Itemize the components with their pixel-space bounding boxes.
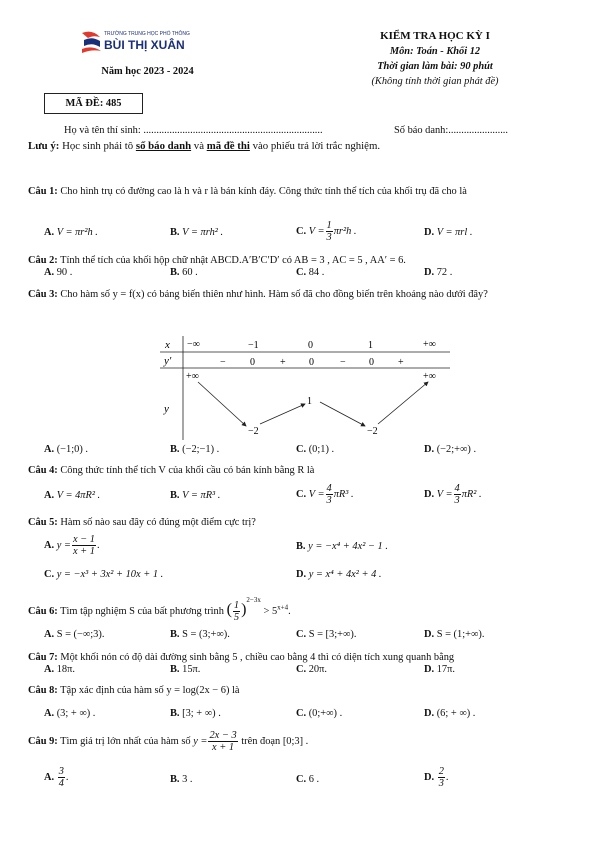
q9-option-d[interactable]: D. $\frac{2}{3}$ . bbox=[424, 766, 449, 789]
q5-option-a[interactable]: A. y = $\frac{x - 1}{x + 1}$ . bbox=[44, 534, 100, 557]
q7-option-a[interactable]: A. 18π. bbox=[44, 664, 75, 675]
x-val-3: 1 bbox=[368, 340, 373, 351]
q3-option-d[interactable]: D. (−2;+∞) . bbox=[424, 444, 477, 455]
q7-option-b[interactable]: B. 15π. bbox=[170, 664, 201, 675]
q2-option-b[interactable]: B. 60 . bbox=[170, 267, 198, 278]
y-val-3: −2 bbox=[367, 426, 378, 437]
table-x-label: x bbox=[165, 339, 170, 351]
exam-time-note: (Không tính thời gian phát đề) bbox=[371, 76, 499, 87]
note-text-d: mã đề thi bbox=[206, 140, 250, 152]
question-4: Câu 4: Công thức tính thể tích V của khối cầu có bán kính bằng R là bbox=[28, 465, 315, 476]
table-yprime-label: y′ bbox=[164, 355, 172, 367]
question-2: Câu 2: Tính thể tích của khối hộp chữ nhật ABCD.A′B′C′D′ có AB = 3 , AC = 5 , AA′ = 6. bbox=[28, 255, 406, 266]
question-label: Câu 1: bbox=[28, 186, 58, 197]
q4-option-a[interactable]: A. V = 4πR² . bbox=[44, 490, 101, 501]
q7-option-d[interactable]: D. 17π. bbox=[424, 664, 455, 675]
q9-option-c[interactable]: C. 6 . bbox=[296, 774, 320, 785]
y-val-1: −2 bbox=[248, 426, 259, 437]
note-text-c: và bbox=[193, 140, 204, 152]
note-text-b: số báo danh bbox=[135, 140, 192, 152]
q6-option-a[interactable]: A. S = (−∞;3). bbox=[44, 629, 105, 640]
q1-option-c[interactable]: C. V = $\frac{1}{3}$ πr²h . bbox=[296, 220, 357, 243]
exam-subject: Môn: Toán - Khối 12 bbox=[389, 46, 481, 57]
exam-title: KIỂM TRA HỌC KỲ I bbox=[380, 30, 490, 42]
question-text: Cho hình trụ có đường cao là h và r là bán kính đáy. Công thức tính thể tích của khối trụ đã cho là bbox=[60, 186, 467, 197]
question-7: Câu 7: Một khối nón có độ dài đường sinh bằng 5 , chiều cao bằng 4 thì có diện tích xung quanh bằng bbox=[28, 652, 455, 663]
q1-option-b[interactable]: B. V = πrh² . bbox=[170, 227, 224, 238]
school-small-label: TRƯỜNG TRUNG HỌC PHỔ THÔNG bbox=[104, 31, 190, 37]
q1-option-a[interactable]: A. V = πr²h . bbox=[44, 227, 98, 238]
q8-option-b[interactable]: B. [3; + ∞) . bbox=[170, 708, 221, 719]
y-val-4: +∞ bbox=[423, 371, 436, 382]
note-text-e: vào phiếu trả lời trắc nghiệm. bbox=[252, 140, 381, 152]
x-val-2: 0 bbox=[308, 340, 313, 351]
exam-code-box: MÃ ĐỀ: 485 bbox=[44, 93, 143, 114]
question-1 bbox=[28, 185, 568, 198]
note-label: Lưu ý: bbox=[28, 140, 60, 152]
q8-option-c[interactable]: C. (0;+∞) . bbox=[296, 708, 343, 719]
question-8: Câu 8: Tập xác định của hàm số y = log(2x − 6) là bbox=[28, 685, 240, 696]
sign-3: 0 bbox=[309, 357, 314, 368]
q1-option-d[interactable]: D. V = πrl . bbox=[424, 227, 473, 238]
sign-6: + bbox=[398, 357, 404, 368]
q5-option-c[interactable]: C. y = −x³ + 3x² + 10x + 1 . bbox=[44, 569, 164, 580]
q6-option-c[interactable]: C. S = [3;+∞). bbox=[296, 629, 357, 640]
q5-option-d[interactable]: D. y = x⁴ + 4x² + 4 . bbox=[296, 569, 382, 580]
q4-option-d[interactable]: D. V = $\frac{4}{3}$ πR² . bbox=[424, 483, 482, 506]
question-9: Câu 9: Tìm giá trị lớn nhất của hàm số y = $\frac{2x - 3}{x + 1}$ trên đoạn [0;3] . bbox=[28, 730, 309, 753]
variation-table bbox=[160, 336, 450, 440]
q4-option-b[interactable]: B. V = πR³ . bbox=[170, 490, 221, 501]
sign-4: − bbox=[340, 357, 346, 368]
q5-option-b[interactable]: B. y = −x⁴ + 4x² − 1 . bbox=[296, 541, 388, 552]
q9-option-b[interactable]: B. 3 . bbox=[170, 774, 193, 785]
student-name-line: Họ và tên thí sinh: ..................................................................... bbox=[64, 125, 323, 136]
q3-option-b[interactable]: B. (−2;−1) . bbox=[170, 444, 220, 455]
question-6: Câu 6: Tìm tập nghiệm S của bất phương trình ( $\frac{1}{5}$ )$^{2-3x} > 5^{x+4}$. bbox=[28, 596, 291, 624]
question-5: Câu 5: Hàm số nào sau đây có đúng một điểm cực trị? bbox=[28, 517, 256, 528]
x-val-1: −1 bbox=[248, 340, 259, 351]
q9-option-a[interactable]: A. $\frac{3}{4}$ . bbox=[44, 766, 69, 789]
q6-option-b[interactable]: B. S = (3;+∞). bbox=[170, 629, 230, 640]
sign-1: 0 bbox=[250, 357, 255, 368]
school-name: BÙI THỊ XUÂN bbox=[104, 38, 185, 52]
sign-5: 0 bbox=[369, 357, 374, 368]
school-year: Năm học 2023 - 2024 bbox=[101, 66, 194, 77]
x-val-0: −∞ bbox=[187, 339, 200, 350]
sign-0: − bbox=[220, 357, 226, 368]
table-y-label: y bbox=[164, 403, 169, 415]
q8-option-a[interactable]: A. (3; + ∞) . bbox=[44, 708, 96, 719]
q3-option-a[interactable]: A. (−1;0) . bbox=[44, 444, 88, 455]
question-3: Câu 3: Cho hàm số y = f(x) có bảng biến thiên như hình. Hàm số đã cho đồng biến trên khoảng nào dưới đây? bbox=[28, 289, 488, 300]
q6-option-d[interactable]: D. S = (1;+∞). bbox=[424, 629, 485, 640]
q4-option-c[interactable]: C. V = $\frac{4}{3}$ πR³ . bbox=[296, 483, 354, 506]
exam-time: Thời gian làm bài: 90 phút bbox=[377, 61, 493, 72]
q7-option-c[interactable]: C. 20π. bbox=[296, 664, 327, 675]
student-id-line: Số báo danh:....................... bbox=[394, 125, 509, 136]
q8-option-d[interactable]: D. (6; + ∞) . bbox=[424, 708, 476, 719]
note-text-a: Học sinh phải tô bbox=[62, 140, 134, 152]
q3-option-c[interactable]: C. (0;1) . bbox=[296, 444, 335, 455]
y-val-2: 1 bbox=[307, 396, 312, 407]
x-val-4: +∞ bbox=[423, 339, 436, 350]
q2-option-a[interactable]: A. 90 . bbox=[44, 267, 73, 278]
q2-option-d[interactable]: D. 72 . bbox=[424, 267, 453, 278]
q2-option-c[interactable]: C. 84 . bbox=[296, 267, 325, 278]
y-val-0: +∞ bbox=[186, 371, 199, 382]
sign-2: + bbox=[280, 357, 286, 368]
instruction-note bbox=[28, 140, 380, 153]
